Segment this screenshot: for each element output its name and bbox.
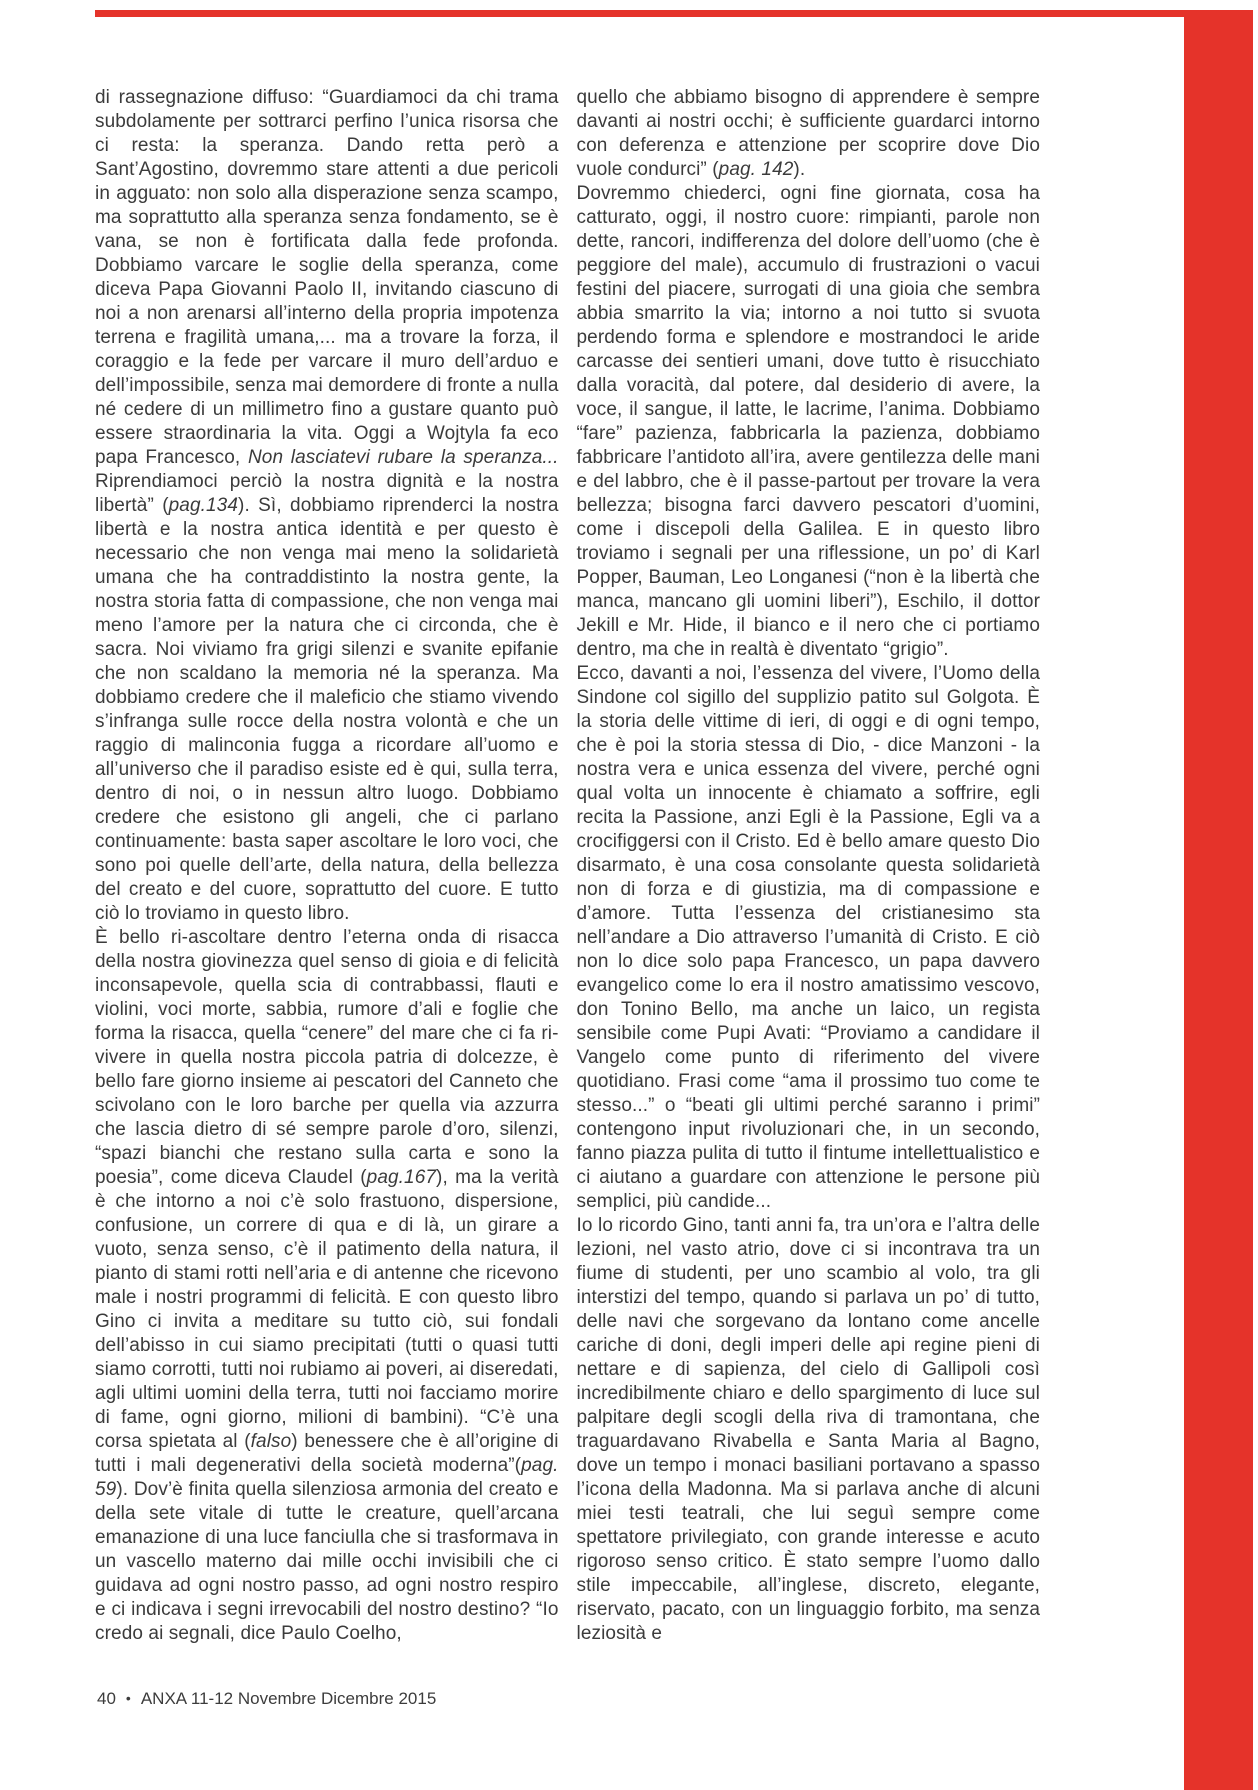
text-column-left <box>95 86 559 1646</box>
page-top-rule <box>95 10 1253 17</box>
paragraph: Io lo ricordo Gino, tanti anni fa, tra un’ora e l’altra delle lezioni, nel vasto atrio, dove ci si incontrava tra un fiume di studenti, per uno scambio al volo, tra gli interstizi del tempo, quando si parlava un po’ di tutto, delle navi che sorgevano da lontano come ancelle cariche di doni, degli imperi delle api regine pieni di nettare e di sapienza, del cielo di Gallipoli così incredibilmente chiaro e dello spargimento di luce sul palpitare degli scogli della riva di tramontana, che traguardavano Rivabella e Santa Maria al Bagno, dove un tempo i monaci basiliani portavano a spasso l’icona della Madonna. Ma si parlava anche di alcuni miei testi teatrali, che lui seguì sempre come spettatore privilegiato, con grande interesse e acuto rigoroso senso critico. È stato sempre l’uomo dallo stile impeccabile, all’inglese, discreto, elegante, riservato, pacato, con un linguaggio forbito, ma senza leziosità e <box>576 1215 1040 1644</box>
paragraph: Ecco, davanti a noi, l’essenza del vivere, l’Uomo della Sindone col sigillo del supplizio patito sul Golgota. È la storia delle vittime di ieri, di oggi e di ogni tempo, che è poi la storia stessa di Dio, - dice Manzoni - la nostra vera e unica essenza del vivere, perché ogni qual volta un innocente è chiamato a soffrire, egli recita la Passione, anzi Egli è la Passione, Egli va a crocifiggersi con il Cristo. Ed è bello amare questo Dio disarmato, è una cosa consolante questa solidarietà non di forza e di giustizia, ma di compassione e d’amore. Tutta l’essenza del cristianesimo sta nell’andare a Dio attraverso l’umanità di Cristo. E ciò non lo dice solo papa Francesco, un papa davvero evangelico come lo era il nostro amatissimo vescovo, don Tonino Bello, ma anche un laico, un regista sensibile come Pupi Avati: “Proviamo a candidare il Vangelo come punto di riferimento del vivere quotidiano. Frasi come “ama il prossimo tuo come te stesso...” o “beati gli ultimi perché saranno i primi” contengono input rivoluzionari che, in un secondo, fanno piazza pulita di tutto il fintume intellettualistico e ci aiutano a guardare con attenzione le persone più semplici, più candide... <box>576 663 1040 1212</box>
text-column-right <box>577 86 1041 1646</box>
article-body <box>95 86 1040 1646</box>
paragraph: Dovremmo chiederci, ogni fine giornata, cosa ha catturato, oggi, il nostro cuore: rimpianti, parole non dette, rancori, indifferenza del dolore dell’uomo (che è peggiore del male), accumulo di frustrazioni o vacui festini del piacere, surrogati di una gioia che sembra abbia smarrito la via; intorno a noi tutto si svuota perdendo forma e splendore e mostrandoci le aride carcasse dei sentieri umani, dove tutto è risucchiato dalla voracità, dal potere, dal desiderio di avere, la voce, il sangue, il latte, le lacrime, l’anima. Dobbiamo “fare” pazienza, fabbricarla la pazienza, dobbiamo fabbricare l’antidoto all’ira, avere gentilezza delle mani e del labbro, che è il passe-partout per trovare la vera bellezza; bisogna farci davvero pescatori d’uomini, come i discepoli della Galilea. E in questo libro troviamo i segnali per una riflessione, un po’ di Karl Popper, Bauman, Leo Longanesi (“non è la libertà che manca, mancano gli uomini liberi”), Eschilo, il dottor Jekill e Mr. Hide, il bianco e il nero che ci portiamo dentro, ma che in realtà è diventato “grigio”. <box>576 183 1040 660</box>
paragraph: di rassegnazione diffuso: “Guardiamoci da chi trama subdolamente per sottrarci perfino l’unica risorsa che ci resta: la speranza. Dando retta però a Sant’Agostino, dovremmo stare attenti a due pericoli in agguato: non solo alla disperazione senza scampo, ma soprattutto alla speranza senza fondamento, se è vana, se non è fortificata dalla fede profonda. Dobbiamo varcare le soglie della speranza, come diceva Papa Giovanni Paolo II, invitando ciascuno di noi a non arenarsi all’interno della propria impotenza terrena e fragilità umana,... ma a trovare la forza, il coraggio e la fede per varcare il muro dell’arduo e dell’impossibile, senza mai demordere di fronte a nulla né cedere di un millimetro fino a gustare quanto può essere straordinaria la vita. Oggi a Wojtyla fa eco papa Francesco, Non lasciatevi rubare la speranza... Riprendiamoci perciò la nostra dignità e la nostra libertà” (pag.134). Sì, dobbiamo riprenderci la nostra libertà e la nostra antica identità e per questo è necessario che non venga mai meno la solidarietà umana che ha contraddistinto la nostra gente, la nostra storia fatta di compassione, che non venga mai meno l’amore per la natura che ci circonda, che è sacra. Noi viviamo fra grigi silenzi e svanite epifanie che non scaldano la memoria né la speranza. Ma dobbiamo credere che il maleficio che stiamo vivendo s’infranga sulle rocce della nostra volontà e che un raggio di malinconia fugga a ricordare all’uomo e all’universo che il paradiso esiste ed è qui, sulla terra, dentro di noi, o in nessun altro luogo. Dobbiamo credere che esistono gli angeli, che ci parlano continuamente: basta saper ascoltare le loro voci, che sono poi quelle dell’arte, della natura, della bellezza del creato e del cuore, soprattutto del cuore. E tutto ciò lo troviamo in questo libro. <box>95 87 559 924</box>
page-number: 40 <box>97 1689 116 1708</box>
footer-bullet-icon: • <box>125 1690 131 1706</box>
page-right-edge-band <box>1184 10 1253 1790</box>
issue-label: ANXA 11-12 Novembre Dicembre 2015 <box>140 1689 437 1708</box>
page-footer <box>97 1688 436 1710</box>
paragraph: quello che abbiamo bisogno di apprendere è sempre davanti ai nostri occhi; è sufficiente guardarci intorno con deferenza e attenzione per scoprire dove Dio vuole condurci” (pag. 142). <box>576 87 1040 180</box>
paragraph: È bello ri-ascoltare dentro l’eterna onda di risacca della nostra giovinezza quel senso di gioia e di felicità inconsapevole, quella scia di contrabbassi, flauti e violini, voci morte, sabbia, rumore d’ali e foglie che forma la risacca, quella “cenere” del mare che ci fa ri-vivere in quella nostra piccola patria di dolcezze, è bello fare giorno insieme ai pescatori del Canneto che scivolano con le loro barche per quella via azzurra che lascia dietro di sé sempre parole d’oro, silenzi, “spazi bianchi che restano sulla carta e sono la poesia”, come diceva Claudel (pag.167), ma la verità è che intorno a noi c’è solo frastuono, dispersione, confusione, un correre di qua e di là, un girare a vuoto, senza senso, c’è il patimento della natura, il pianto di stami rotti nell’aria e di antenne che ricevono male i nostri programmi di felicità. E con questo libro Gino ci invita a meditare su tutto ciò, sui fondali dell’abisso in cui siamo precipitati (tutti o quasi tutti siamo corrotti, tutti noi rubiamo ai poveri, ai diseredati, agli ultimi uomini della terra, tutti noi facciamo morire di fame, ogni giorno, milioni di bambini). “C’è una corsa spietata al (falso) benessere che è all’origine di tutti i mali degenerativi della società moderna”(pag. 59). Dov’è finita quella silenziosa armonia del creato e della sete vitale di tutte le creature, quell’arcana emanazione di una luce fanciulla che si trasformava in un vascello materno dai mille occhi invisibili che ci guidava ad ogni nostro passo, ad ogni nostro respiro e ci indicava i segni irrevocabili del nostro destino? “Io credo ai segnali, dice Paulo Coelho, <box>95 927 559 1644</box>
